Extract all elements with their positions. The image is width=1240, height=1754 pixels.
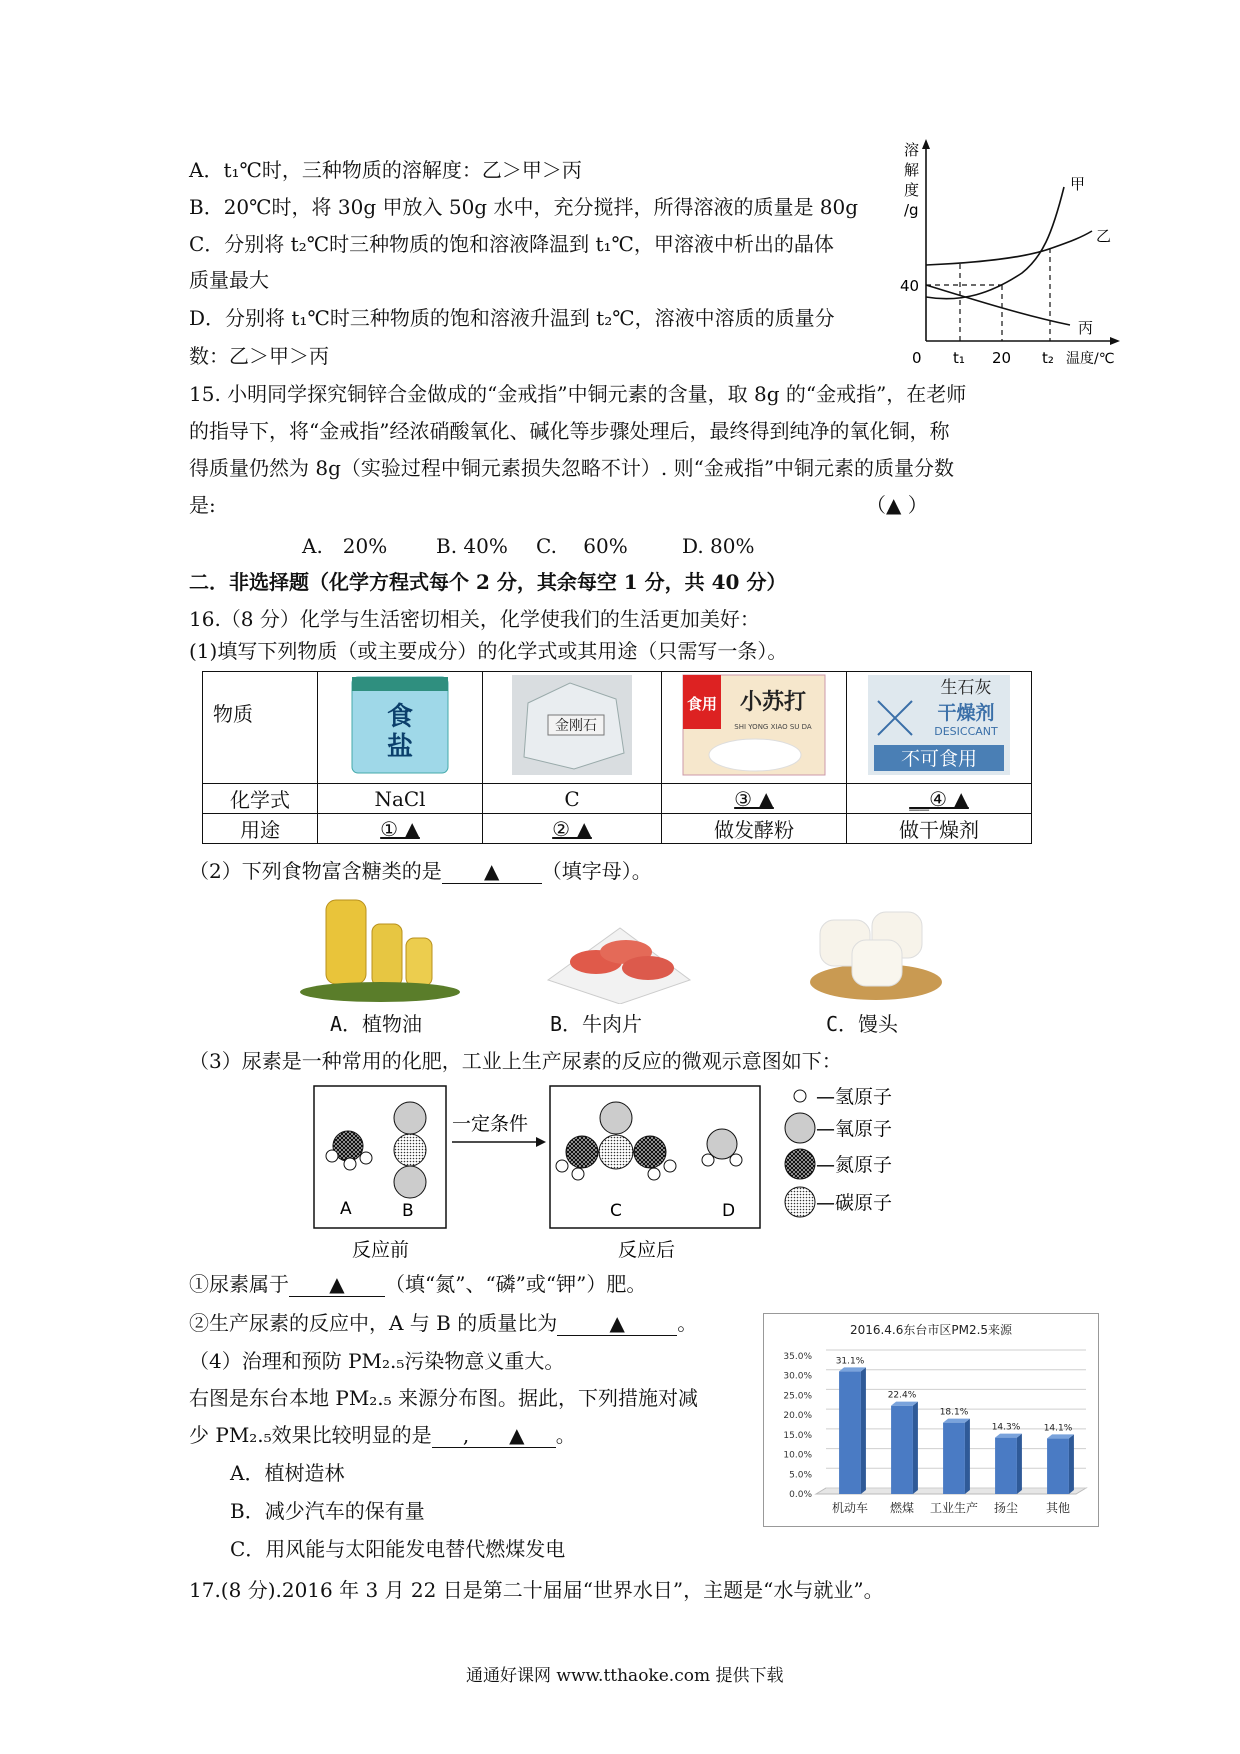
- bar-side: [1069, 1434, 1074, 1494]
- y-tick-label: 20.0%: [783, 1411, 812, 1422]
- q14-option-c-line1: C．分别将 t₂℃时三种物质的饱和溶液降温到 t₁℃，甲溶液中析出的晶体: [189, 232, 834, 256]
- molecule-d-oxygen: [707, 1129, 737, 1159]
- molecule-c-hydrogen-2: [572, 1168, 584, 1180]
- salt-bag-top: [352, 677, 448, 691]
- q14-option-d-line1: D．分别将 t₁℃时三种物质的饱和溶液升温到 t₂℃，溶液中溶质的质量分: [189, 306, 835, 330]
- y-tick-label: 25.0%: [783, 1391, 812, 1402]
- formula-diamond: C: [483, 784, 662, 814]
- use-desiccant: 做干燥剂: [847, 814, 1032, 844]
- desiccant-text-1: 生石灰: [940, 678, 992, 698]
- y-label-1: 溶: [904, 141, 920, 159]
- molecule-c-hydrogen-1: [556, 1160, 568, 1172]
- x-tick-label: 其他: [1045, 1501, 1071, 1515]
- row-label-substance: 物质: [203, 672, 318, 784]
- desiccant-text-3: DESICCANT: [934, 725, 998, 738]
- q15-option-c: C. 60%: [536, 534, 628, 558]
- curve-bing: [926, 285, 1070, 325]
- baking-soda-image: [681, 673, 827, 777]
- data-label: 14.1%: [1043, 1423, 1073, 1434]
- y-label-4: /g: [904, 201, 919, 219]
- label-jia: 甲: [1070, 175, 1086, 193]
- diamond-label: 金刚石: [555, 718, 597, 734]
- molecule-c-hydrogen-4: [664, 1160, 676, 1172]
- molecule-c-carbon: [599, 1135, 633, 1169]
- q16-part4-text: 少 PM₂.₅效果比较明显的是: [189, 1423, 432, 1447]
- q16-3-1: [189, 1272, 646, 1297]
- legend-carbon-symbol: [785, 1187, 815, 1217]
- q16-part1: (1)填写下列物质（或主要成分）的化学式或其用途（只需写一条）。: [189, 639, 788, 663]
- q15-option-a: A. 20%: [302, 534, 388, 558]
- measure-option-b: B．减少汽车的保有量: [230, 1499, 425, 1523]
- curve-yi: [926, 231, 1092, 265]
- legend-nitrogen: —氮原子: [816, 1154, 893, 1176]
- food-option-a: A．植物油: [330, 1012, 423, 1036]
- beef-slices-image: [544, 900, 694, 1004]
- label-yi: 乙: [1096, 227, 1112, 245]
- data-label: 31.1%: [835, 1356, 865, 1367]
- molecule-a-hydrogen-2: [344, 1158, 356, 1170]
- desiccant-text-4: 不可食用: [900, 748, 978, 770]
- salt-text-1: 食: [386, 702, 414, 732]
- label-before: 反应前: [352, 1239, 410, 1261]
- x-tick-t1: t₁: [953, 349, 965, 367]
- salt-package-image: [348, 673, 452, 777]
- label-bing: 丙: [1078, 319, 1094, 337]
- q16-3-1-text: ①尿素属于: [189, 1272, 289, 1296]
- bar-side: [965, 1419, 970, 1494]
- q15-line1: 15. 小明同学探究铜锌合金做成的“金戒指”中铜元素的含量，取 8g 的“金戒指”，在老师: [189, 382, 967, 406]
- q16-part3: （3）尿素是一种常用的化肥，工业上生产尿素的反应的微观示意图如下：: [189, 1049, 842, 1073]
- y-label-2: 解: [904, 161, 920, 179]
- steamed-buns: [709, 739, 801, 771]
- q16-part4-line3: [189, 1423, 576, 1448]
- q14-option-a: A．t₁℃时，三种物质的溶解度：乙＞甲＞丙: [189, 158, 582, 182]
- curve-jia: [926, 187, 1064, 299]
- q16-3-1-hint: （填“氮”、“磷”或“钾”）肥。: [385, 1272, 647, 1296]
- data-label: 18.1%: [939, 1407, 969, 1418]
- y-tick-label: 15.0%: [783, 1430, 812, 1441]
- q16-part4-line2: 右图是东台本地 PM₂.₅ 来源分布图。据此，下列措施对减: [189, 1386, 699, 1410]
- y-tick-40: 40: [900, 277, 920, 295]
- label-after: 反应后: [618, 1239, 676, 1261]
- y-tick-label: 35.0%: [783, 1352, 812, 1362]
- y-label-3: 度: [904, 181, 920, 199]
- data-label: 14.3%: [991, 1422, 1021, 1433]
- oil-bottle-2: [372, 924, 402, 986]
- label-c: C: [610, 1201, 622, 1221]
- baking-soda-text-1: 食用: [686, 695, 718, 713]
- desiccant-image: [866, 673, 1012, 777]
- bar-其他: [1047, 1438, 1069, 1494]
- q16-3-2-blank: ▲: [557, 1311, 677, 1336]
- q16-part2-hint: （填字母）。: [541, 859, 652, 883]
- molecule-c-oxygen: [600, 1102, 632, 1134]
- q16-intro: 16.（8 分）化学与生活密切相关，化学使我们的生活更加美好：: [189, 607, 760, 631]
- label-a: A: [340, 1199, 352, 1219]
- y-tick-label: 10.0%: [783, 1450, 812, 1461]
- formula-baking-soda-blank: ③ ▲: [662, 784, 847, 814]
- vegetable-oil-image: [296, 894, 464, 1004]
- q16-part4-line1: （4）治理和预防 PM₂.₅污染物意义重大。: [189, 1349, 565, 1373]
- bar-扬尘: [995, 1438, 1017, 1494]
- beef-slice-3: [622, 956, 674, 980]
- q14-option-b: B．20℃时，将 30g 甲放入 50g 水中，充分搅拌，所得溶液的质量是 80g: [189, 195, 859, 219]
- bar-side: [913, 1402, 918, 1494]
- legend-hydrogen-symbol: [794, 1090, 806, 1102]
- diamond-rock-image: [510, 673, 634, 777]
- pm25-chart: [763, 1313, 1099, 1527]
- q16-part4-blank: , ▲: [432, 1423, 556, 1448]
- q16-part2-blank: ▲: [442, 859, 542, 884]
- pm25-chart-svg: [764, 1314, 1098, 1526]
- q14-option-c-line2: 质量最大: [189, 268, 269, 292]
- q16-3-2-end: 。: [677, 1311, 698, 1335]
- cell-desiccant-image: [847, 672, 1032, 784]
- x-tick-label: 燃煤: [889, 1501, 915, 1515]
- cell-diamond-image: [483, 672, 662, 784]
- substance-table: [202, 671, 1032, 844]
- oil-bottle-3: [406, 938, 432, 986]
- label-d: D: [722, 1201, 736, 1221]
- food-option-b: B．牛肉片: [550, 1012, 643, 1036]
- bar-机动车: [839, 1371, 861, 1494]
- bar-工业生产: [943, 1423, 965, 1494]
- baking-soda-text-2: 小苏打: [739, 690, 807, 715]
- molecule-b-carbon: [394, 1134, 426, 1166]
- label-b: B: [402, 1201, 414, 1221]
- q17-text: 17.(8 分).2016 年 3 月 22 日是第二十届届“世界水日”，主题是“水与就业”。: [189, 1578, 884, 1602]
- q15-line3: 得质量仍然为 8g（实验过程中铜元素损失忽略不计）. 则“金戒指”中铜元素的质量分数: [189, 456, 955, 480]
- solubility-curve-graph: [892, 135, 1132, 375]
- x-tick-label: 工业生产: [929, 1501, 979, 1515]
- food-option-c: C．馒头: [826, 1012, 899, 1036]
- legend-nitrogen-symbol: [785, 1149, 815, 1179]
- baking-soda-text-3: SHI YONG XIAO SU DA: [734, 723, 812, 731]
- use-baking-soda: 做发酵粉: [662, 814, 847, 844]
- molecule-c-hydrogen-3: [648, 1168, 660, 1180]
- molecule-c-nitrogen-2: [634, 1136, 666, 1168]
- formula-salt: NaCl: [318, 784, 483, 814]
- x-tick-label: 扬尘: [993, 1501, 1019, 1515]
- legend-hydrogen: —氢原子: [816, 1086, 893, 1108]
- formula-desiccant-blank: __④ ▲: [847, 784, 1032, 814]
- y-axis-arrow: [922, 139, 930, 149]
- reaction-condition: 一定条件: [452, 1113, 529, 1135]
- footer-text: 通通好课网 www.tthaoke.com 提供下载: [466, 1666, 784, 1686]
- olives: [300, 982, 460, 1002]
- cell-baking-soda-image: [662, 672, 847, 784]
- chart-title: 2016.4.6东台市区PM2.5来源: [849, 1323, 1013, 1337]
- desiccant-text-2: 干燥剂: [937, 702, 995, 724]
- bar-side: [1017, 1434, 1022, 1494]
- molecule-b-oxygen-1: [394, 1102, 426, 1134]
- molecule-a-hydrogen-3: [360, 1152, 372, 1164]
- section-2-title: 二．非选择题（化学方程式每个 2 分，其余每空 1 分，共 40 分）: [189, 570, 787, 594]
- molecule-b-oxygen-2: [394, 1166, 426, 1198]
- q15-option-d: D. 80%: [682, 534, 755, 558]
- use-salt-blank: ① ▲: [318, 814, 483, 844]
- x-axis-arrow: [1110, 337, 1120, 345]
- legend-oxygen-symbol: [785, 1113, 815, 1143]
- bar-燃煤: [891, 1406, 913, 1494]
- x-tick-0: 0: [912, 349, 922, 367]
- y-tick-label: 30.0%: [783, 1371, 812, 1382]
- q15-line4: 是:: [189, 493, 216, 517]
- x-tick-label: 机动车: [831, 1501, 869, 1515]
- x-axis-label: 温度/℃: [1066, 351, 1115, 367]
- q15-option-b: B. 40%: [436, 534, 508, 558]
- use-diamond-blank: ② ▲: [483, 814, 662, 844]
- y-tick-label: 5.0%: [789, 1470, 812, 1481]
- q14-option-d-line2: 数：乙＞甲＞丙: [189, 344, 329, 368]
- q16-3-1-blank: ▲: [289, 1272, 385, 1297]
- measure-option-c: C．用风能与太阳能发电替代燃煤发电: [230, 1537, 566, 1561]
- q16-3-2-text: ②生产尿素的反应中，A 与 B 的质量比为: [189, 1311, 558, 1335]
- y-tick-label: 0.0%: [789, 1490, 812, 1500]
- legend-oxygen: —氧原子: [816, 1118, 893, 1140]
- x-tick-20: 20: [992, 349, 1012, 367]
- molecule-a-hydrogen-1: [326, 1150, 338, 1162]
- molecule-d-hydrogen-2: [730, 1154, 742, 1166]
- q15-line2: 的指导下，将“金戒指”经浓硝酸氧化、碱化等步骤处理后，最终得到纯净的氧化铜，称: [189, 419, 950, 443]
- q16-part2-text: （2）下列食物富含糖类的是: [189, 859, 442, 883]
- salt-text-2: 盐: [386, 732, 414, 762]
- bar-side: [861, 1367, 866, 1494]
- data-label: 22.4%: [887, 1390, 917, 1401]
- q15-answer-blank: （▲ ）: [866, 493, 928, 517]
- q16-part4-end: 。: [555, 1423, 576, 1447]
- cell-salt-image: [318, 672, 483, 784]
- x-tick-t2: t₂: [1042, 349, 1054, 367]
- row-label-use: 用途: [203, 814, 318, 844]
- oil-bottle-1: [326, 900, 366, 984]
- q16-part2: [189, 859, 652, 884]
- legend-carbon: —碳原子: [816, 1192, 893, 1214]
- molecule-d-hydrogen-1: [702, 1154, 714, 1166]
- q16-3-2: [189, 1311, 697, 1336]
- measure-option-a: A．植树造林: [230, 1461, 345, 1485]
- bun-3: [852, 940, 902, 986]
- row-label-formula: 化学式: [203, 784, 318, 814]
- steamed-bun-image: [806, 900, 946, 1004]
- reaction-arrow-head: [536, 1137, 546, 1147]
- molecule-c-nitrogen-1: [566, 1136, 598, 1168]
- urea-reaction-diagram: [310, 1082, 930, 1262]
